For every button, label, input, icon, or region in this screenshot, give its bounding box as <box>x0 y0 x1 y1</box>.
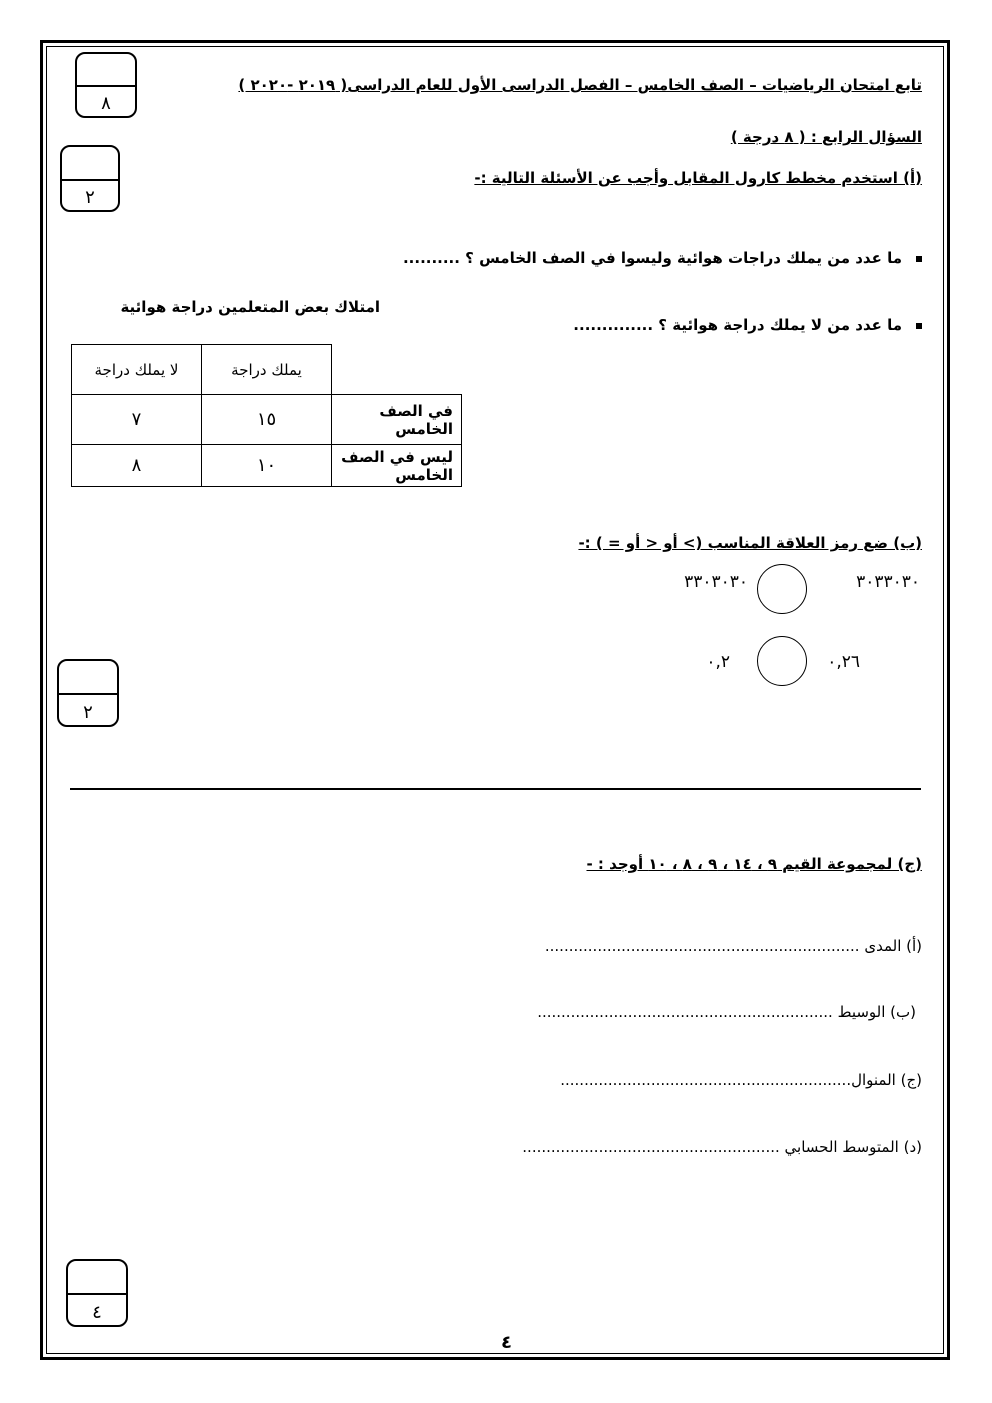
score-box-part-b <box>57 659 119 727</box>
exam-header-title: تابع امتحان الرياضيات – الصف الخامس – الفصل الدراسى الأول للعام الدراسى( ٢٠١٩ -٢٠٢٠ ) <box>238 76 922 94</box>
question4-title: السؤال الرابع : ( ٨ درجة ) <box>730 128 922 146</box>
comparison-2-left: ٠,٢٦ <box>827 652 860 672</box>
bullet-icon <box>916 256 922 262</box>
table-cell: ١٥ <box>202 395 332 445</box>
score-part-c-value: ٤ <box>92 1302 102 1323</box>
part-c-item-mean: (د) المتوسط الحسابي ...................................................... <box>522 1138 922 1156</box>
score-total-value: ٨ <box>101 93 111 114</box>
score-box-total <box>75 52 137 118</box>
table-row <box>72 345 462 395</box>
comparison-1-right: ٣٣٠٣٠٣٠ <box>684 572 748 592</box>
part-a-question-1 <box>403 249 922 267</box>
table-row <box>72 395 462 445</box>
score-box-part-c <box>66 1259 128 1327</box>
comparison-2-answer-circle[interactable] <box>757 636 807 686</box>
table-row <box>72 445 462 487</box>
table-cell: ٨ <box>72 445 202 487</box>
table-cell: ٧ <box>72 395 202 445</box>
bullet-icon <box>916 323 922 329</box>
table-cell: ١٠ <box>202 445 332 487</box>
carroll-table-title: امتلاك بعض المتعلمين دراجة هوائية <box>120 298 380 316</box>
page-frame-inner <box>46 46 944 1354</box>
comparison-1-answer-circle[interactable] <box>757 564 807 614</box>
page-number: ٤ <box>501 1332 512 1353</box>
part-c-title: (ج) لمجموعة القيم ٩ ، ١٤ ، ٩ ، ٨ ، ١٠ أوجد : - <box>586 855 922 873</box>
score-part-a-value: ٢ <box>85 187 95 208</box>
section-divider <box>70 788 921 790</box>
part-c-item-range: (أ) المدى .................................................................. <box>544 937 922 955</box>
table-col-header: لا يملك دراجة <box>72 345 202 395</box>
score-part-b-value: ٢ <box>83 702 93 723</box>
table-row-label: ليس في الصف الخامس <box>332 445 462 487</box>
part-a-question-1-text: ما عدد من يملك دراجات هوائية وليسوا في الصف الخامس ؟ .......... <box>402 249 902 267</box>
carroll-table <box>71 344 462 487</box>
comparison-2-right: ٠,٢ <box>706 652 730 672</box>
table-corner-cell <box>332 345 462 395</box>
part-b-title: (ب) ضع رمز العلاقة المناسب (> أو < أو = ) :- <box>578 534 922 552</box>
part-c-item-mode: (ج) المنوال............................................................. <box>560 1071 922 1089</box>
score-box-part-a <box>60 145 120 212</box>
part-a-question-2-text: ما عدد من لا يملك دراجة هوائية ؟ .............. <box>573 316 902 334</box>
table-row-label: في الصف الخامس <box>332 395 462 445</box>
part-a-title: (أ) استخدم مخطط كارول المقابل وأجب عن الأسئلة التالية :- <box>474 169 922 187</box>
comparison-1-left: ٣٠٣٣٠٣٠ <box>856 572 920 592</box>
table-col-header: يملك دراجة <box>202 345 332 395</box>
part-a-question-2 <box>573 316 922 334</box>
part-c-item-median: (ب) الوسيط .............................................................. <box>537 1003 916 1021</box>
